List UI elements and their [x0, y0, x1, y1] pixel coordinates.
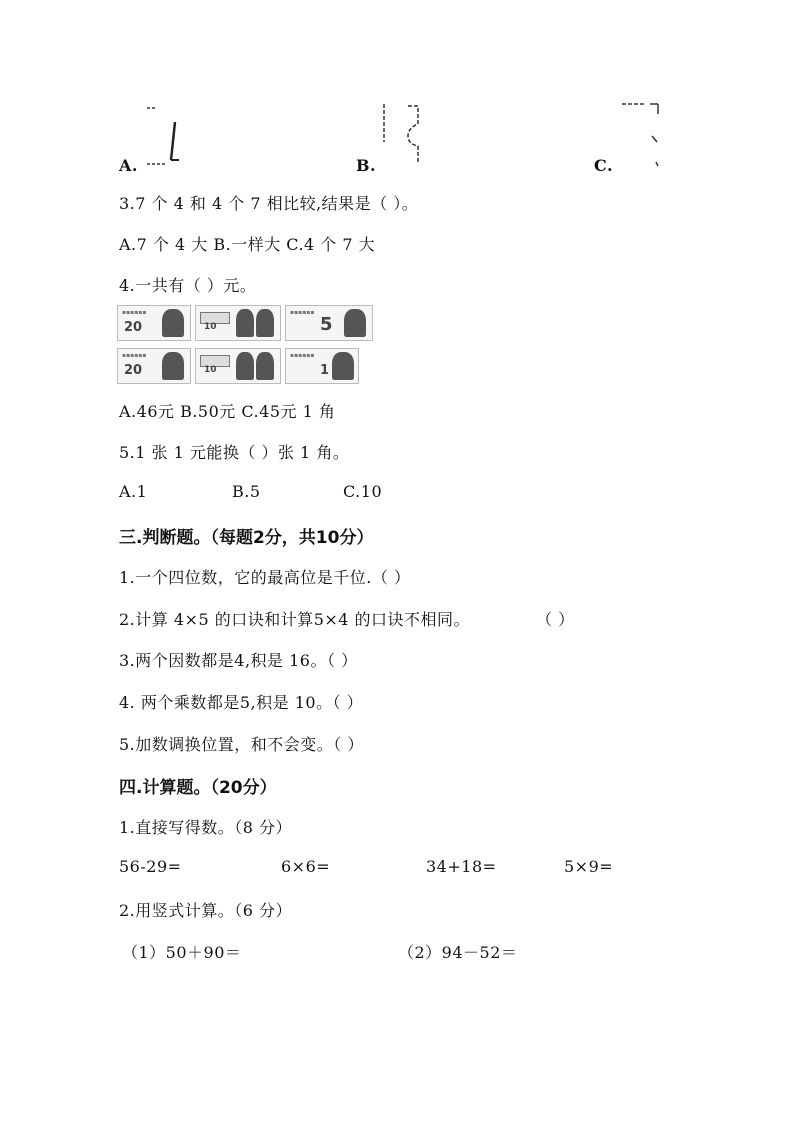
option-a-label: A. — [119, 156, 138, 175]
figure-option-c — [620, 100, 662, 170]
calc-item-2: 6×6= — [281, 857, 331, 876]
q4-stem: 4.一共有（ ）元。 — [119, 276, 257, 295]
option-b-label: B. — [356, 156, 377, 175]
bills-row-1 — [117, 305, 373, 341]
vertical-calc-1: （1）50＋90＝ — [122, 943, 242, 962]
portrait-image — [332, 352, 354, 380]
calc-item-4: 5×9= — [564, 857, 614, 876]
figure-option-b — [378, 102, 422, 166]
bill-value: 1 — [320, 363, 330, 378]
calc-item-3: 34+18= — [426, 857, 497, 876]
portrait-image — [162, 309, 184, 337]
banknote-image — [285, 305, 373, 341]
q3-stem: 3.7 个 4 和 4 个 7 相比较,结果是（ ）。 — [119, 194, 419, 213]
portrait-image — [236, 309, 254, 337]
calc-item-1: 56-29= — [119, 857, 182, 876]
portrait-image — [344, 309, 366, 337]
sub-question-1: 1.直接写得数。（8 分） — [119, 818, 293, 837]
bill-value: 10 — [204, 322, 217, 332]
q3-options: A.7 个 4 大 B.一样大 C.4 个 7 大 — [119, 235, 376, 254]
banknote-image — [117, 305, 191, 341]
banknote-image — [195, 348, 281, 384]
portrait-image — [256, 352, 274, 380]
portrait-image — [162, 352, 184, 380]
bill-value: 10 — [204, 365, 217, 375]
judge-item-3: 3.两个因数都是4,积是 16。（ ） — [119, 651, 358, 670]
section-4-title: 四.计算题。（20分） — [119, 778, 277, 798]
q5-option-b: B.5 — [232, 482, 261, 501]
sub-question-2: 2.用竖式计算。（6 分） — [119, 901, 293, 920]
bill-value: 20 — [124, 363, 143, 378]
banknote-image — [117, 348, 191, 384]
banknote-image — [195, 305, 281, 341]
portrait-image — [256, 309, 274, 337]
portrait-image — [236, 352, 254, 380]
q5-stem: 5.1 张 1 元能换（ ）张 1 角。 — [119, 443, 350, 462]
bill-value: 5 — [320, 314, 333, 335]
judge-item-2: 2.计算 4×5 的口诀和计算5×4 的口诀不相同。 — [119, 610, 471, 629]
judge-item-1: 1.一个四位数，它的最高位是千位.（ ） — [119, 568, 411, 587]
banknote-image — [285, 348, 359, 384]
bank-label-mark: ▪▪▪▪▪▪ — [122, 309, 147, 316]
q5-option-a: A.1 — [119, 482, 148, 501]
q5-option-c: C.10 — [343, 482, 383, 501]
judge-item-4: 4. 两个乘数都是5,积是 10。（ ） — [119, 693, 364, 712]
bank-label-mark: ▪▪▪▪▪▪ — [290, 352, 315, 359]
section-3-title: 三.判断题。（每题2分，共10分） — [119, 528, 374, 548]
option-c-label: C. — [594, 156, 614, 175]
judge-item-5: 5.加数调换位置，和不会变。（ ） — [119, 735, 364, 754]
vertical-calc-2: （2）94－52＝ — [398, 943, 518, 962]
q4-options: A.46元 B.50元 C.45元 1 角 — [119, 402, 336, 421]
bank-label-mark: ▪▪▪▪▪▪ — [122, 352, 147, 359]
bank-label-mark: ▪▪▪▪▪▪ — [290, 309, 315, 316]
bill-value: 20 — [124, 320, 143, 335]
judge-item-2-answer: （ ） — [536, 610, 575, 629]
bills-row-2 — [117, 348, 359, 384]
figure-option-a — [145, 100, 185, 168]
